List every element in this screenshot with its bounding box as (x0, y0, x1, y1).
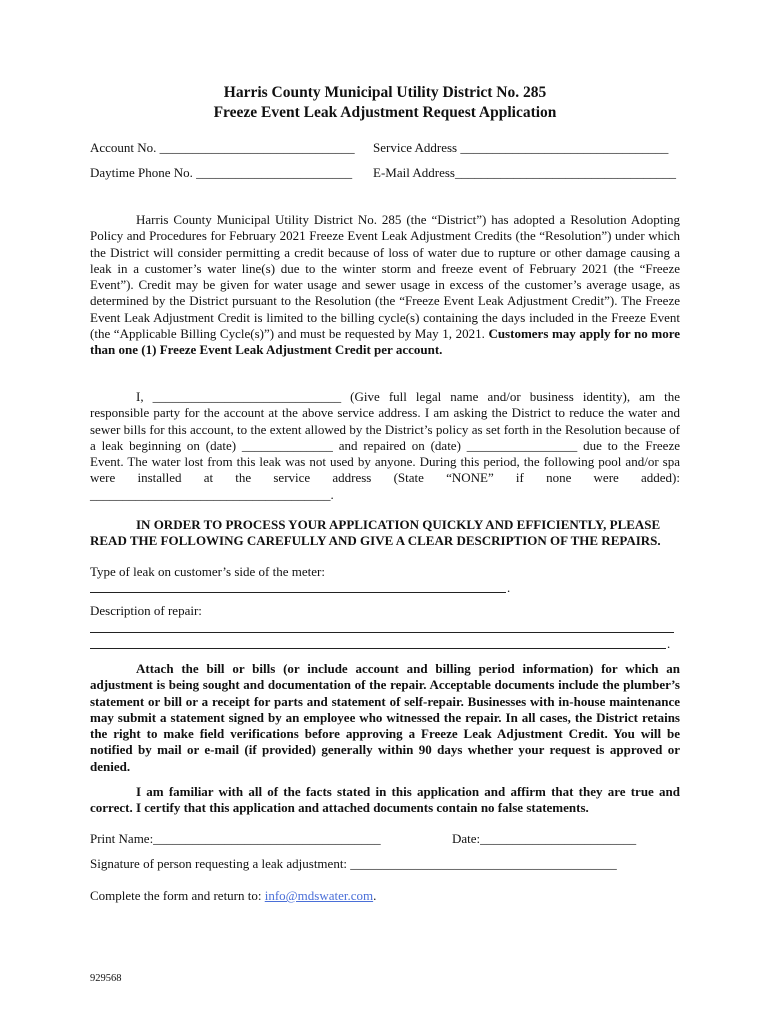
repair-input-line-2[interactable] (90, 648, 666, 649)
document-title: Harris County Municipal Utility District No. 285 (223, 84, 547, 101)
return-info (90, 888, 376, 904)
service-address-field[interactable]: Service Address ________________________________ (373, 140, 669, 155)
email-address-field[interactable]: E-Mail Address__________________________________ (373, 165, 676, 180)
return-end: . (373, 888, 377, 903)
repair-label: Description of repair: (90, 603, 202, 618)
declaration-text[interactable]: I, _____________________________ (Give full legal name and/or business identity), am the responsible party for the account at the above service address. I am asking the District to reduce the water and sewer bills for this account, to the extent allowed by the District’s policy as set forth in the Resolution because of a leak beginning on (date) ______________ and repaired on (date) _________________ due to the Freeze Event. The water lost from this leak was not used by anyone. During this period, the following pool and/or spa were installed at the service address (State “NONE” if none were added): _____________________________________. (90, 389, 680, 502)
intro-bold-text: Customers may apply for no more than one (1) Freeze Event Leak Adjustment Credit per account. (90, 326, 680, 358)
return-email-link[interactable]: info@mdswater.com (264, 888, 374, 903)
repair-end: . (667, 636, 671, 651)
attach-paragraph (90, 661, 680, 775)
document-subtitle: Freeze Event Leak Adjustment Request Application (213, 104, 557, 121)
instructions-line1: IN ORDER TO PROCESS YOUR APPLICATION QUICKLY AND EFFICIENTLY, PLEASE (136, 517, 661, 532)
leak-type-end: . (507, 580, 511, 595)
document-code: 929568 (90, 973, 122, 984)
instructions-line2: READ THE FOLLOWING CAREFULLY AND GIVE A CLEAR DESCRIPTION OF THE REPAIRS. (90, 533, 661, 549)
leak-type-input-line[interactable] (90, 592, 506, 593)
leak-type-label: Type of leak on customer’s side of the meter: (90, 564, 325, 579)
attach-text: Attach the bill or bills (or include account and billing period information) for which an adjustment is being sought and documentation of the repair. Acceptable documents include the plumber’s statement or bill or a receipt for parts and statement of self-repair. Businesses with in-house maintenance may submit a statement signed by an employee who witnessed the repair. In all cases, the District retains the right to make field verifications before approving a Freeze Leak Adjustment Credit. You will be notified by mail or e-mail (if provided) generally within 90 days whether your request is approved or denied. (90, 661, 680, 774)
repair-input-line-1[interactable] (90, 632, 674, 633)
print-name-field[interactable]: Print Name:___________________________________ (90, 831, 381, 846)
intro-text: Harris County Municipal Utility District No. 285 (the “District”) has adopted a Resolution Adopting Policy and Procedures for February 2021 Freeze Event Leak Adjustment Credits (the “Resolution”) under which the District will consider permitting a credit because of loss of water due to rupture or other damage causing a leak in a customer’s water line(s) due to the winter storm and freeze event of February 2021 (the “Freeze Event”). Credit may be given for water usage and sewer usage in excess of the customer’s average usage, as determined by the District pursuant to the Resolution (the “Freeze Event Leak Adjustment Credit”). The Freeze Event Leak Adjustment Credit is limited to the billing cycle(s) containing the days included in the Freeze Event (the “Applicable Billing Cycle(s)”) and must be requested by May 1, 2021. (90, 212, 680, 342)
declaration-paragraph (90, 389, 680, 503)
date-field[interactable]: Date:________________________ (452, 831, 637, 846)
certify-paragraph (90, 784, 680, 817)
account-no-field[interactable]: Account No. ______________________________ (90, 140, 355, 155)
certify-text: I am familiar with all of the facts stated in this application and affirm that they are true and correct. I certify that this application and attached documents contain no false statements. (90, 784, 680, 816)
return-label: Complete the form and return to: (90, 888, 265, 903)
signature-field[interactable]: Signature of person requesting a leak adjustment: _________________________________________ (90, 856, 617, 871)
instructions-heading (90, 517, 680, 550)
intro-paragraph (90, 212, 680, 359)
daytime-phone-field[interactable]: Daytime Phone No. ________________________ (90, 165, 353, 180)
